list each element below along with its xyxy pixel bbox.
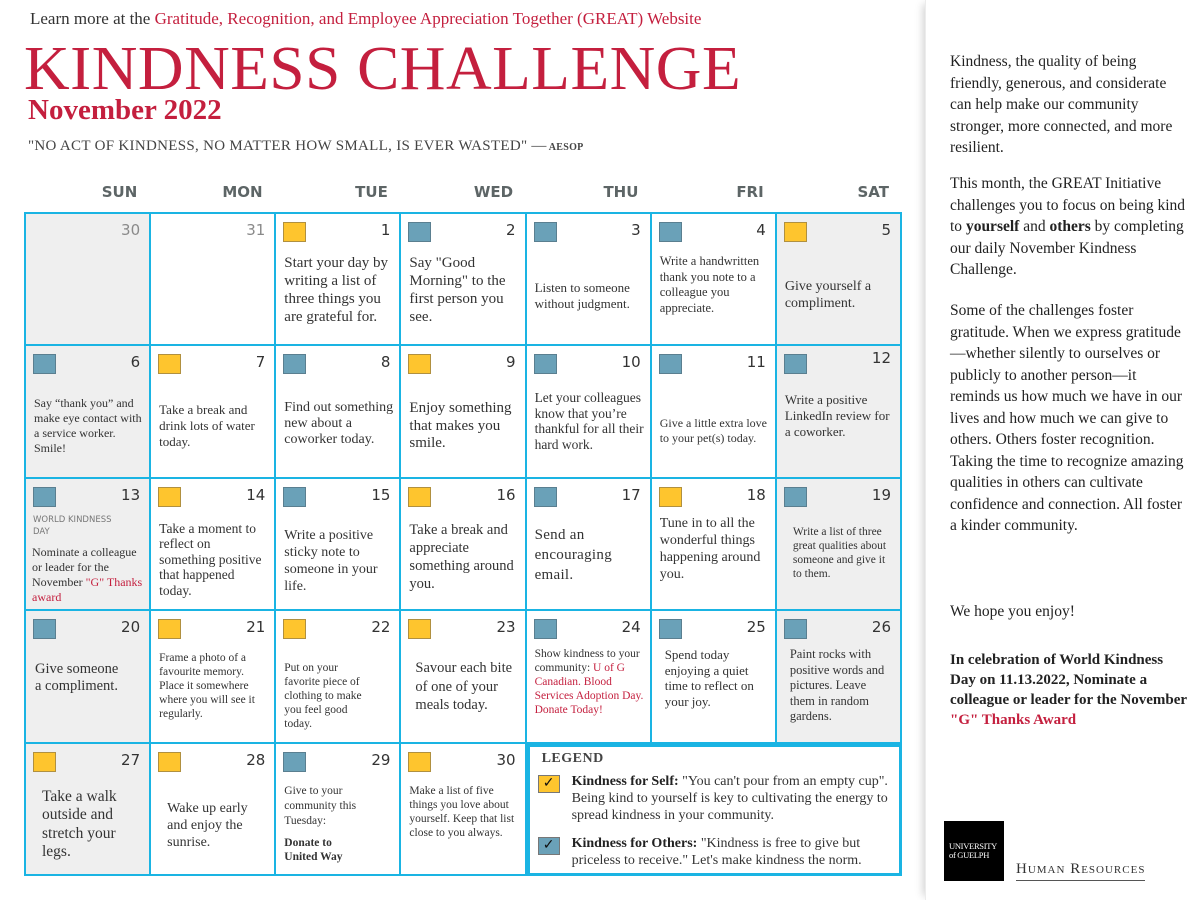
calendar-grid [24,212,902,876]
challenge-text: Put on your favorite piece of clothing to make you feel good today. [284,662,362,731]
self-kindness-swatch-icon [659,487,682,507]
self-kindness-swatch-icon [158,752,181,772]
sidebar-closing: We hope you enjoy! [950,603,1075,620]
dow-tue: TUE [355,183,388,201]
day-cell-2 [401,214,526,346]
dow-mon: MON [222,183,263,201]
legend-others-label: Kindness for Others: [571,835,698,851]
others-kindness-swatch-icon [33,354,56,374]
human-resources-label: Human Resources [1016,861,1145,881]
day-number: 23 [496,618,516,637]
day-cell-7 [151,346,276,478]
dow-fri: FRI [736,183,764,201]
day-cell-6 [26,346,151,478]
others-kindness-swatch-icon [283,354,306,374]
day-cell-20 [26,611,151,743]
challenge-text: Give a little extra love to your pet(s) today. [659,416,767,446]
sidebar-intro: Kindness, the quality of being friendly, generous, and considerate can help make our community stronger, more connected, and more resilient. [950,53,1173,156]
legend-self [538,773,891,824]
challenge-text: Give to your community this Tuesday: [284,784,357,827]
day-number: 25 [746,618,766,637]
logo-line2: of GUELPH [949,850,990,860]
blood-services-link[interactable]: U of G Canadian. Blood Services Adoption Day. Donate Today! [534,662,644,717]
challenge-text: Frame a photo of a favourite memory. Place it somewhere where you will see it regularly. [159,652,255,721]
learn-more-prefix: Learn more at the [30,9,155,28]
day-cell-oct-30 [26,214,151,346]
day-cell-25 [652,611,777,743]
challenge-text: Write a handwritten thank you note to a colleague you appreciate. [659,254,760,315]
others-kindness-swatch-icon [283,487,306,507]
challenge-text: Find out something new about a coworker today. [284,400,394,448]
text: and [1019,218,1050,235]
day-number: 17 [621,485,641,504]
dow-sat: SAT [857,183,889,201]
challenge-text [32,545,143,605]
dow-thu: THU [603,183,639,201]
day-number: 19 [871,485,891,504]
great-website-link[interactable]: Gratitude, Recognition, and Employee Appreciation Together (GREAT) Website [154,9,702,28]
others-kindness-swatch-icon [33,619,56,639]
day-number: 2 [506,221,516,239]
day-cell-5 [777,214,902,346]
united-way-link[interactable]: Donate to United Way [284,836,343,863]
self-kindness-swatch-icon [784,222,807,242]
day-number: 4 [756,221,766,239]
others-kindness-swatch-icon [534,222,557,242]
g-thanks-award-link[interactable]: "G" Thanks Award [950,712,1077,728]
challenge-text: Let your colleagues know that you’re thankful for all their hard work. [534,390,644,452]
day-cell-3 [527,214,652,346]
self-kindness-swatch-icon [408,752,431,772]
others-kindness-swatch-icon [659,222,682,242]
challenge-text: Write a positive LinkedIn review for a coworker. [784,392,890,440]
day-number: 15 [371,485,391,504]
day-number: 30 [496,750,516,769]
day-number: 27 [121,750,141,769]
challenge-text: Send an encouraging email. [534,526,612,583]
dow-sun: SUN [101,183,138,201]
self-kindness-swatch-icon [158,487,181,507]
day-number: 5 [881,221,891,239]
challenge-text: Give yourself a compliment. [784,279,872,311]
legend-title: LEGEND [541,750,604,766]
others-emphasis: others [1049,218,1091,235]
legend-others-text [572,835,891,869]
day-number: 16 [496,485,516,504]
day-cell-28 [151,744,276,876]
world-kindness-day-callout [950,650,1190,730]
challenge-text: Take a break and appreciate something around you. [409,521,514,592]
day-cell-27 [26,744,151,876]
day-number: 21 [246,618,266,637]
day-number: 1 [380,221,391,239]
page-title: KINDNESS CHALLENGE [24,35,742,103]
challenge-text: Take a walk outside and stretch your legs. [42,787,117,861]
day-number: 14 [246,485,266,504]
challenge-text: Paint rocks with positive words and pictures. Leave them in random gardens. [789,647,885,724]
learn-more-line [30,9,701,29]
challenge-text: Listen to someone without judgment. [534,280,630,311]
legend-others [538,835,891,869]
day-cell-18 [652,479,777,611]
days-of-week-header [24,183,901,203]
text: by completing our daily November Kindness Challenge. [950,218,1184,278]
day-number: 13 [121,485,141,504]
day-number: 8 [380,353,391,372]
challenge-text: Say "Good Morning" to the first person you see. [409,255,506,325]
yourself-emphasis: yourself [965,218,1020,235]
day-cell-16 [401,479,526,611]
day-cell-oct-31 [151,214,276,346]
day-number: 10 [621,353,641,372]
day-cell-13 [26,479,151,611]
sidebar-gratitude-paragraph: Some of the challenges foster gratitude. When we express gratitude—whether silently to ourselves or publicly to another person—it reminds us how much we have in our lives and how much we can give to others. Others foster recognition. Taking the time to recognize amazing qualities in others can cultivate confidence and connection. All foster a kinder community. [950,302,1184,534]
day-cell-17 [527,479,652,611]
challenge-text-main: Show kindness to your community: [534,648,640,675]
day-number: 12 [871,349,891,368]
challenge-text: Take a moment to reflect on something positive that happened today. [159,520,262,598]
others-kindness-swatch-icon [33,487,56,507]
self-kindness-swatch-icon [283,619,306,639]
challenge-text: Spend today enjoying a quiet time to reflect on your joy. [664,647,754,709]
day-number: 9 [506,353,516,372]
day-number: 3 [631,221,641,239]
logo-line1: UNIVERSITY [949,841,997,851]
day-cell-26 [777,611,902,743]
day-cell-4 [652,214,777,346]
day-number: 26 [871,618,891,637]
day-number: 6 [130,353,141,372]
world-kindness-day-label: WORLD KINDNESS DAY [33,514,112,537]
self-kindness-swatch-icon [408,354,431,374]
others-kindness-swatch-icon [784,354,807,374]
day-cell-29 [276,744,401,876]
challenge-text: Enjoy something that makes you smile. [409,400,512,452]
university-of-guelph-logo [944,821,1004,881]
day-number: 29 [371,750,391,769]
day-number: 7 [255,353,266,372]
legend-others-description: "Kindness is free to give but priceless to receive." Let's make kindness the norm. [571,835,862,868]
day-number: 20 [121,618,141,637]
others-kindness-swatch-icon [784,487,807,507]
callout-text: In celebration of World Kindness Day on 11.13.2022, Nominate a colleague or leader for the November [950,652,1187,708]
day-cell-14 [151,479,276,611]
day-cell-21 [151,611,276,743]
legend-self-description: "You can't pour from an empty cup". Being kind to yourself is key to cultivating the energy to spread kindness in your community. [571,773,888,823]
quote-author: AESOP [548,142,584,153]
text: This month, the GREAT Initiative challenges you to focus on being kind to [950,175,1186,235]
others-kindness-swatch-icon [408,222,431,242]
month-subtitle: November 2022 [28,94,222,126]
self-kindness-swatch-icon [408,487,431,507]
legend-self-text [572,773,891,824]
others-kindness-swatch-icon [659,619,682,639]
others-kindness-swatch-icon [534,619,557,639]
self-kindness-swatch-icon [408,619,431,639]
self-kindness-swatch-icon [33,752,56,772]
dow-wed: WED [473,183,514,201]
day-cell-23 [401,611,526,743]
challenge-text: Start your day by writing a list of three things you are grateful for. [284,255,389,325]
challenge-text: Take a break and drink lots of water today. [159,402,255,450]
day-cell-24 [527,611,652,743]
day-cell-9 [401,346,526,478]
day-number: 24 [621,618,641,637]
sidebar [925,0,1200,900]
quote-text: "NO ACT OF KINDNESS, NO MATTER HOW SMALL, IS EVER WASTED" — [28,138,547,154]
self-kindness-swatch-icon [158,354,181,374]
challenge-text: Make a list of five things you love about yourself. Keep that list close to you always. [409,784,515,839]
day-number: 11 [746,353,766,372]
self-kindness-swatch-icon [158,619,181,639]
day-number: 22 [371,618,391,637]
challenge-text-main: Nominate a colleague or leader for the November [32,544,137,589]
day-cell-22 [276,611,401,743]
challenge-text: Give someone a compliment. [35,661,119,695]
others-kindness-swatch-icon [534,487,557,507]
sidebar-challenge-description [950,173,1190,281]
others-kindness-swatch-icon [283,752,306,772]
challenge-text: Tune in to all the wonderful things happening around you. [659,515,761,582]
aesop-quote [28,138,584,155]
challenge-text [535,647,644,717]
day-cell-10 [527,346,652,478]
day-number: 30 [121,221,141,239]
legend-box [527,744,902,876]
day-number: 18 [746,485,766,504]
others-kindness-swatch-icon [784,619,807,639]
day-cell-15 [276,479,401,611]
day-cell-11 [652,346,777,478]
others-checkmark-icon: ✓ [538,837,560,855]
self-checkmark-icon: ✓ [538,775,560,793]
day-cell-12 [777,346,902,478]
day-cell-8 [276,346,401,478]
challenge-text: Write a positive sticky note to someone in your life. [284,527,378,594]
day-number: 31 [246,221,266,239]
day-cell-30 [401,744,526,876]
others-kindness-swatch-icon [659,354,682,374]
challenge-text: Savour each bite of one of your meals today. [415,660,513,714]
g-thanks-award-link[interactable]: "G" Thanks award [32,574,143,604]
day-cell-19 [777,479,902,611]
others-kindness-swatch-icon [534,354,557,374]
day-number: 28 [246,750,266,769]
challenge-text: Say “thank you” and make eye contact with a service worker. Smile! [34,396,142,456]
challenge-text: Wake up early and enjoy the sunrise. [167,800,248,850]
self-kindness-swatch-icon [283,222,306,242]
day-cell-1 [276,214,401,346]
challenge-text: Write a list of three great qualities about someone and give it to them. [792,525,887,580]
legend-self-label: Kindness for Self: [571,773,679,789]
